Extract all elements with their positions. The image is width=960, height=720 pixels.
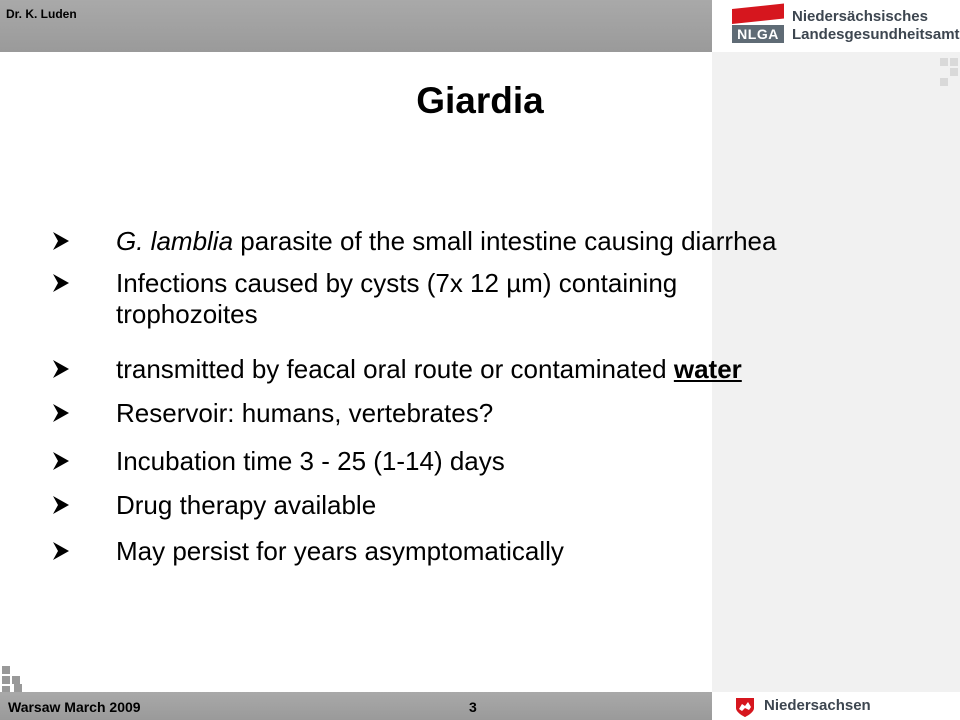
bullet-text: Drug therapy available (116, 490, 377, 520)
bullet-text: Incubation time 3 - 25 (1-14) days (116, 446, 505, 476)
bullet-text (116, 268, 896, 330)
bullet-text-line1: Infections caused by cysts (7x 12 µm) containing (116, 268, 678, 298)
nlga-abbrev: NLGA (732, 25, 784, 43)
bullet-text-body: transmitted by feacal oral route or contaminated (116, 354, 674, 384)
bullet-text-body: parasite of the small intestine causing diarrhea (233, 226, 777, 256)
lower-saxony-crest-icon (734, 696, 756, 718)
bullet-strong: water (673, 354, 742, 384)
state-name: Niedersachsen (764, 697, 871, 714)
niedersachsen-logo (712, 692, 960, 720)
footer-event: Warsaw March 2009 (8, 699, 141, 715)
bullet-text: May persist for years asymptomatically (116, 536, 564, 566)
bullet-text (116, 354, 896, 385)
footer-bar (0, 692, 712, 720)
nlga-logo-mark (732, 9, 784, 43)
decor-square (950, 68, 958, 76)
arrow-bullet-icon (50, 272, 72, 294)
org-name-line1: Niedersächsisches (792, 8, 928, 25)
org-name-line2: Landesgesundheitsamt (792, 26, 960, 43)
decor-square (12, 676, 20, 684)
decor-square (940, 58, 948, 66)
nlga-logo (712, 0, 960, 52)
slide-title: Giardia (416, 80, 544, 121)
arrow-bullet-icon (50, 402, 72, 424)
nlga-org-name (792, 8, 960, 44)
bullet-emphasis: G. lamblia (116, 226, 234, 256)
decor-square (14, 684, 22, 692)
author-label: Dr. K. Luden (6, 7, 77, 21)
bullet-text (116, 226, 896, 257)
arrow-bullet-icon (50, 540, 72, 562)
decor-square (2, 676, 10, 684)
arrow-bullet-icon (50, 358, 72, 380)
bullet-text: Reservoir: humans, vertebrates? (116, 398, 494, 428)
decor-square (2, 666, 10, 674)
header-bar (0, 0, 712, 52)
page-number: 3 (469, 699, 477, 715)
nlga-red-stripe (732, 4, 784, 24)
arrow-bullet-icon (50, 494, 72, 516)
arrow-bullet-icon (50, 230, 72, 252)
bullet-text-line2: trophozoites (116, 299, 258, 329)
arrow-bullet-icon (50, 450, 72, 472)
decor-square (950, 58, 958, 66)
